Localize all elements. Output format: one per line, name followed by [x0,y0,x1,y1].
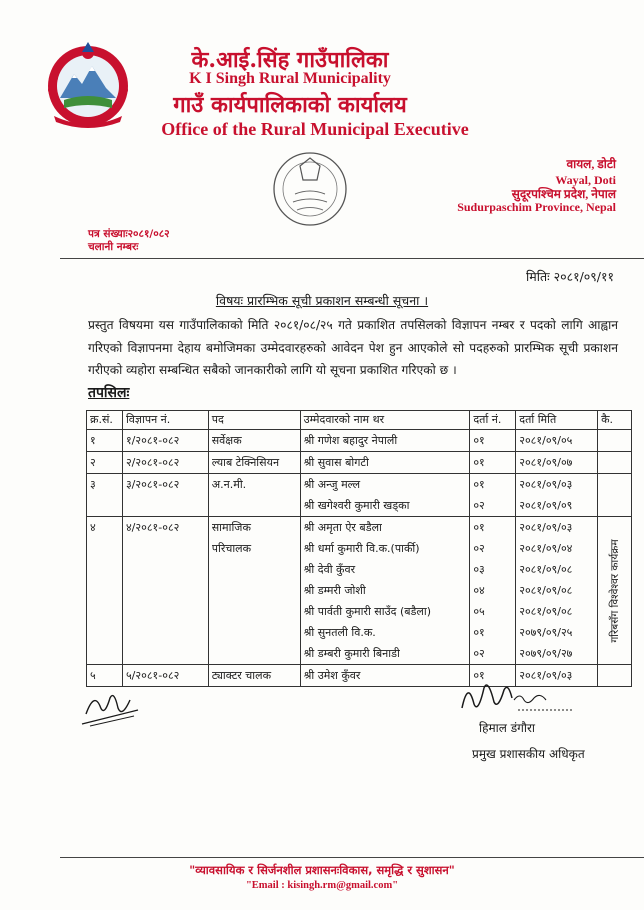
cell-name [300,517,470,665]
reg-no-value: ०१ [473,626,485,639]
municipality-name-en: K I Singh Rural Municipality [189,70,391,87]
cell-name [300,430,470,452]
candidate-name: श्री गणेश बहादुर नेपाली [303,434,398,447]
reg-no-value: ०१ [473,478,485,491]
initials-signature-icon [80,684,142,728]
province-line-np: सुदूरपश्चिम प्रदेश, नेपाल [511,187,616,201]
candidate-table [86,410,632,687]
address-line-np: वायल, डोटी [566,157,616,171]
candidate-name: श्री पार्वती कुमारी साउँद (बडैला) [303,605,431,618]
remark-text: गरिबसँग विश्वेश्वर कार्यक्रम [608,538,621,643]
signatory-title: प्रमुख प्रशासकीय अधिकृत [472,747,585,761]
cell-name [300,452,470,474]
sn-value: १ [90,434,96,447]
post-value: सामाजिक [211,521,251,534]
ad-no-value: ५/२०८१-०८२ [125,669,180,682]
cell-remark [598,665,632,687]
cell-remark [598,517,632,665]
table-row [87,430,632,452]
candidate-name: श्री डम्मरी जोशी [303,584,366,597]
cell-sn [87,430,123,452]
cell-reg-no [470,474,516,517]
sn-value: ३ [90,478,96,491]
col-header-reg-no: दर्ता नं. [470,411,516,430]
post-value: परिचालक [211,542,252,555]
post-value: अ.न.मी. [211,478,247,491]
office-name-en: Office of the Rural Municipal Executive [161,119,469,139]
cell-reg-date [516,517,598,665]
ad-no-value: १/२०८१-०८२ [125,434,180,447]
footer-email: "Email : kisingh.rm@gmail.com" [245,880,399,891]
reg-date-value: २०८१/०९/०४ [519,542,573,555]
cell-ad-no [122,474,208,517]
signatory-name: हिमाल डंगौरा [479,721,536,735]
cell-remark [598,474,632,517]
cell-post [208,517,300,665]
letter-body: प्रस्तुत विषयमा यस गाउँपालिकाको मिति २०८१/०८/२५ गते प्रकाशित तपसिलको विज्ञापन नम्बर र पदको लागि आह्वान गरिएको विज्ञापनमा देहाय बमोजिमका उम्मेदवारहरुको आवेदन पेश हुन आएकोले सो पदहरुको प्रारम्भिक सूची प्रकाशन गरीएको व्यहोरा सम्बन्धित सबैको जानकारीको लागि यो सूचना प्रकाशित गरिएको छ । [88,318,618,377]
cell-ad-no [122,430,208,452]
col-header-ad-no: विज्ञापन नं. [122,411,208,430]
table-header-row [87,411,632,430]
cell-reg-date [516,474,598,517]
col-header-name: उम्मेदवारको नाम थर [300,411,470,430]
letter-subject [0,292,644,309]
reg-date-value: २०८१/०९/०८ [519,605,573,618]
candidate-name: श्री देवी कुँवर [303,563,356,576]
cell-sn [87,452,123,474]
letter-date: मितिः २०८१/०९/११ [526,269,614,284]
reg-no-value: ०१ [473,521,485,534]
reg-date-value: २०८१/०९/०९ [519,499,573,512]
dispatch-number: चलानी नम्बरः [88,241,139,253]
cell-name [300,665,470,687]
cell-reg-no [470,430,516,452]
cell-post [208,474,300,517]
candidate-name: श्री सुवास बोगटी [303,456,369,469]
reg-date-value: २०८१/०९/०३ [519,478,573,491]
reference-number: पत्र संख्याः२०८१/०८२ [88,228,170,240]
cell-sn [87,517,123,665]
reg-no-value: ०२ [473,542,485,555]
cell-remark [598,452,632,474]
reg-no-value: ०२ [473,499,485,512]
cell-post [208,430,300,452]
cell-remark [598,430,632,452]
cell-name [300,474,470,517]
candidate-name: श्री धर्मा कुमारी वि.क.(पार्की) [303,542,420,555]
header-divider [60,258,644,259]
col-header-sn: क्र.सं. [87,411,123,430]
reg-date-value: २०८१/०९/०७ [519,456,573,469]
reg-date-value: २०७९/०९/२७ [519,647,573,660]
col-header-post: पद [208,411,300,430]
ad-no-value: २/२०८१-०८२ [125,456,180,469]
reg-no-value: ०४ [473,584,485,597]
table-row [87,452,632,474]
cell-ad-no [122,452,208,474]
office-name-np: गाउँ कार्यपालिकाको कार्यालय [173,92,407,118]
municipality-name-np: के.आई.सिंह गाउँपालिका [191,47,389,73]
candidate-name: श्री सुनतली वि.क. [303,626,376,639]
col-header-remark: कै. [598,411,632,430]
candidate-name: श्री अन्जु मल्ल [303,478,361,491]
reg-date-value: २०८१/०९/०८ [519,584,573,597]
address-line-en: Wayal, Doti [555,173,616,187]
candidate-name: श्री डम्बरी कुमारी बिनाडी [303,647,400,660]
cell-reg-no [470,452,516,474]
post-value: ट्याक्टर चालक [211,669,272,682]
sn-value: ५ [90,669,96,682]
reg-date-value: २०८१/०९/०३ [519,521,573,534]
subject-text: विषयः प्रारम्भिक सूची प्रकाशन सम्बन्धी सूचना । [215,293,429,308]
reg-no-value: ०१ [473,669,485,682]
cell-sn [87,474,123,517]
officer-signature-icon [458,676,576,716]
table-row [87,517,632,665]
ad-no-value: ३/२०८१-०८२ [125,478,180,491]
post-value: सर्वेक्षक [211,434,242,447]
cell-post [208,452,300,474]
post-value: ल्याब टेक्निसियन [211,456,280,469]
reg-date-value: २०७९/०९/२५ [519,626,573,639]
reg-no-value: ०१ [473,434,485,447]
reg-no-value: ०५ [473,605,485,618]
reg-no-value: ०१ [473,456,485,469]
table-row [87,474,632,517]
province-line-en: Sudurpaschim Province, Nepal [457,200,616,214]
details-heading: तपसिलः [88,385,130,401]
reg-date-value: २०८१/०९/०५ [519,434,573,447]
reg-date-value: २०८१/०९/०३ [519,669,573,682]
footer-motto: "व्यावसायिक र सिर्जनशील प्रशासनःविकास, समृद्धि र सुशासन" [189,863,455,877]
candidate-name: श्री खगेश्वरी कुमारी खड्का [303,499,410,512]
footer-divider [60,857,644,858]
cell-post [208,665,300,687]
ad-no-value: ४/२०८१-०८२ [125,521,180,534]
sn-value: २ [90,456,96,469]
reg-no-value: ०२ [473,647,485,660]
reg-date-value: २०८१/०९/०८ [519,563,573,576]
office-stamp-icon [265,148,355,230]
candidate-name: श्री उमेश कुँवर [303,669,361,682]
cell-ad-no [122,517,208,665]
cell-reg-no [470,517,516,665]
cell-reg-date [516,452,598,474]
cell-reg-date [516,430,598,452]
col-header-reg-date: दर्ता मिति [516,411,598,430]
reg-no-value: ०३ [473,563,485,576]
candidate-name: श्री अमृता ऐर बडैला [303,521,382,534]
sn-value: ४ [90,521,96,534]
